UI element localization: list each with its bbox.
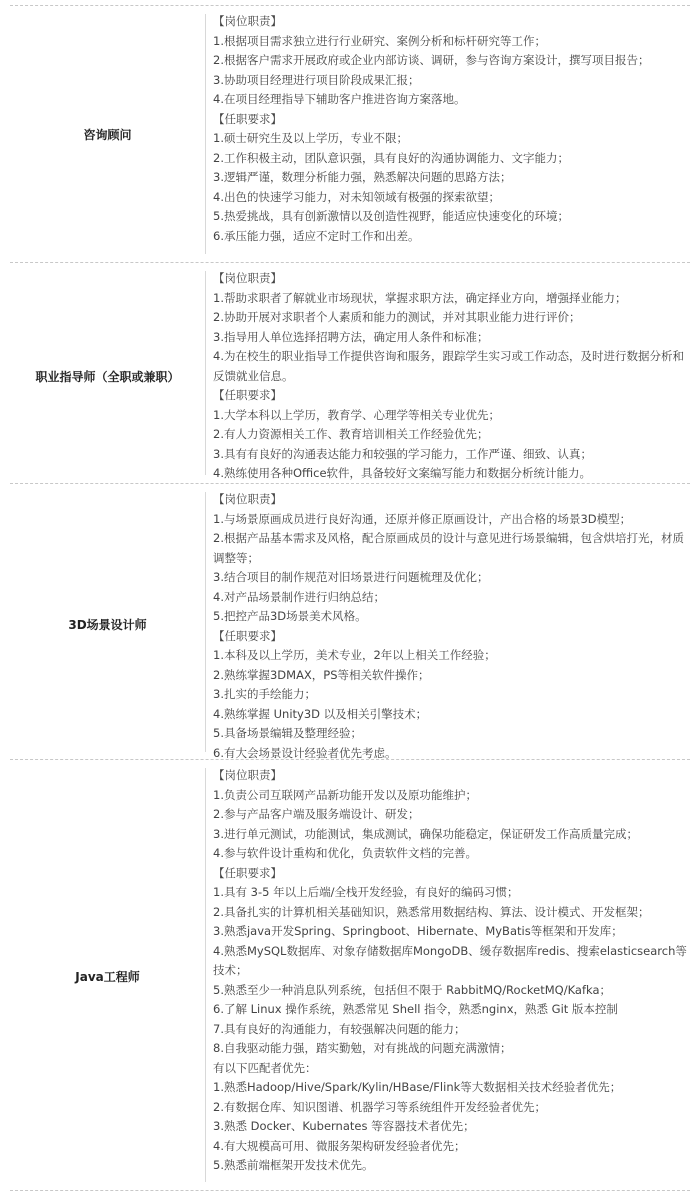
requirement-item: 8.自我驱动能力强，踏实勤勉，对有挑战的问题充满激情；	[213, 1041, 512, 1055]
requirement-item: 5.熟悉至少一种消息队列系统，包括但不限于 RabbitMQ/RocketMQ/Kafka；	[213, 982, 612, 997]
requirement-item: 4.熟练掌握 Unity3D 以及相关引擎技术；	[213, 706, 428, 721]
requirement-item: 5.具备场景编辑及整理经验；	[213, 726, 362, 740]
section-header: 【岗位职责】	[213, 492, 282, 506]
duty-item: 4.为在校生的职业指导工作提供咨询和服务，跟踪学生实习或工作动态，及时进行数据分析和反馈就业信息。	[213, 349, 684, 383]
requirement-item: 3.扎实的手绘能力；	[213, 687, 316, 701]
duty-item: 2.参与产品客户端及服务端设计、研发；	[213, 807, 420, 821]
preferred-item: 1.熟悉Hadoop/Hive/Spark/Kylin/HBase/Flink等大数据相关技术经验者优先；	[213, 1080, 622, 1094]
requirement-item: 1.具有 3-5 年以上后端/全栈开发经验，有良好的编码习惯；	[213, 885, 519, 899]
section-header: 【岗位职责】	[213, 14, 282, 28]
job-description	[213, 766, 690, 1176]
requirement-item: 2.具备扎实的计算机相关基础知识，熟悉常用数据结构、算法、设计模式、开发框架；	[213, 904, 650, 919]
requirement-item: 3.逻辑严谨，数理分析能力强，熟悉解决问题的思路方法；	[213, 170, 512, 184]
requirement-item: 2.工作积极主动，团队意识强，具有良好的沟通协调能力、文字能力；	[213, 150, 569, 165]
duty-item: 4.在项目经理指导下辅助客户推进咨询方案落地。	[213, 92, 466, 106]
job-row-3d-designer	[10, 484, 690, 760]
job-title: 职业指导师（全职或兼职）	[35, 370, 180, 384]
duty-item: 3.结合项目的制作规范对旧场景进行问题梳理及优化；	[213, 570, 489, 584]
duty-item: 2.根据客户需求开展政府或企业内部访谈、调研，参与咨询方案设计，撰写项目报告；	[213, 53, 650, 67]
job-description	[213, 12, 690, 246]
duty-item: 2.协助开展对求职者个人素质和能力的测试，并对其职业能力进行评价；	[213, 310, 581, 324]
job-title: 咨询顾问	[83, 128, 132, 142]
section-header: 【岗位职责】	[213, 271, 282, 285]
column-divider	[205, 492, 206, 752]
preferred-item: 4.有大规模高可用、微服务架构研发经验者优先；	[213, 1138, 466, 1153]
duty-item: 1.与场景原画成员进行良好沟通，还原并修正原画设计，产出合格的场景3D模型；	[213, 511, 632, 526]
duty-item: 4.参与软件设计重构和优化，负责软件文档的完善。	[213, 846, 477, 860]
section-header: 【岗位职责】	[213, 768, 282, 782]
preferred-header: 有以下匹配者优先：	[213, 1060, 317, 1075]
column-divider	[205, 14, 206, 254]
job-description	[213, 490, 690, 763]
column-divider	[205, 768, 206, 1182]
job-row-consultant	[10, 6, 690, 263]
requirement-item: 2.熟练掌握3DMAX，PS等相关软件操作；	[213, 667, 430, 682]
duty-item: 3.协助项目经理进行项目阶段成果汇报；	[213, 72, 420, 87]
requirement-item: 1.大学本科以上学历，教育学、心理学等相关专业优先；	[213, 407, 500, 422]
preferred-item: 5.熟悉前端框架开发技术优先。	[213, 1158, 374, 1172]
requirement-item: 1.本科及以上学历，美术专业，2年以上相关工作经验；	[213, 648, 496, 662]
job-title: 3D场景设计师	[68, 618, 147, 632]
duty-item: 1.帮助求职者了解就业市场现状，掌握求职方法，确定择业方向，增强择业能力；	[213, 290, 627, 305]
duty-item: 5.把控产品3D场景美术风格。	[213, 609, 367, 623]
job-description	[213, 269, 690, 484]
job-row-java-engineer	[10, 760, 690, 1191]
requirement-item: 6.承压能力强，适应不定时工作和出差。	[213, 228, 420, 243]
job-row-career-advisor	[10, 263, 690, 484]
requirement-item: 2.有人力资源相关工作、教育培训相关工作经验优先；	[213, 427, 489, 441]
preferred-item: 3.熟悉 Docker、Kubernates 等容器技术者优先；	[213, 1119, 475, 1133]
duty-item: 3.指导用人单位选择招聘方法，确定用人条件和标准；	[213, 329, 489, 344]
requirement-item: 6.了解 Linux 操作系统，熟悉常见 Shell 指令，熟悉nginx，熟悉 Git 版本控制	[213, 1002, 618, 1016]
requirement-item: 3.熟悉java开发Spring、Springboot、Hibernate、MyBatis等框架和开发库；	[213, 924, 623, 938]
requirement-item: 5.热爱挑战，具有创新激情以及创造性视野，能适应快速变化的环境；	[213, 209, 569, 223]
duty-item: 3.进行单元测试，功能测试，集成测试，确保功能稳定，保证研发工作高质量完成；	[213, 826, 638, 841]
duty-item: 1.负责公司互联网产品新功能开发以及原功能维护；	[213, 787, 477, 802]
requirement-item: 1.硕士研究生及以上学历，专业不限；	[213, 131, 408, 145]
section-header: 【任职要求】	[213, 865, 282, 880]
column-divider	[205, 271, 206, 475]
section-header: 【任职要求】	[213, 628, 282, 643]
section-header: 【任职要求】	[213, 388, 282, 402]
requirement-item: 3.具有有良好的沟通表达能力和较强的学习能力，工作严谨、细致、认真；	[213, 446, 592, 461]
duty-item: 4.对产品场景制作进行归纳总结；	[213, 589, 385, 604]
requirement-item: 4.出色的快速学习能力，对未知领域有极强的探索欲望；	[213, 189, 500, 204]
requirement-item: 6.有大会场景设计经验者优先考虑。	[213, 745, 397, 760]
requirement-item: 4.熟悉MySQL数据库、对象存储数据库MongoDB、缓存数据库redis、搜索elasticsearch等技术；	[213, 943, 687, 977]
job-title: Java工程师	[75, 970, 140, 984]
duty-item: 2.根据产品基本需求及风格，配合原画成员的设计与意见进行场景编辑，包含烘培打光，材质调整等；	[213, 531, 684, 565]
preferred-item: 2.有数据仓库、知识图谱、机器学习等系统组件开发经验者优先；	[213, 1099, 546, 1114]
section-header: 【任职要求】	[213, 111, 282, 126]
requirement-item: 7.具有良好的沟通能力，有较强解决问题的能力；	[213, 1021, 466, 1036]
requirement-item: 4.熟练使用各种Office软件，具备较好文案编写能力和数据分析统计能力。	[213, 466, 592, 480]
duty-item: 1.根据项目需求独立进行行业研究、案例分析和标杆研究等工作；	[213, 33, 546, 48]
